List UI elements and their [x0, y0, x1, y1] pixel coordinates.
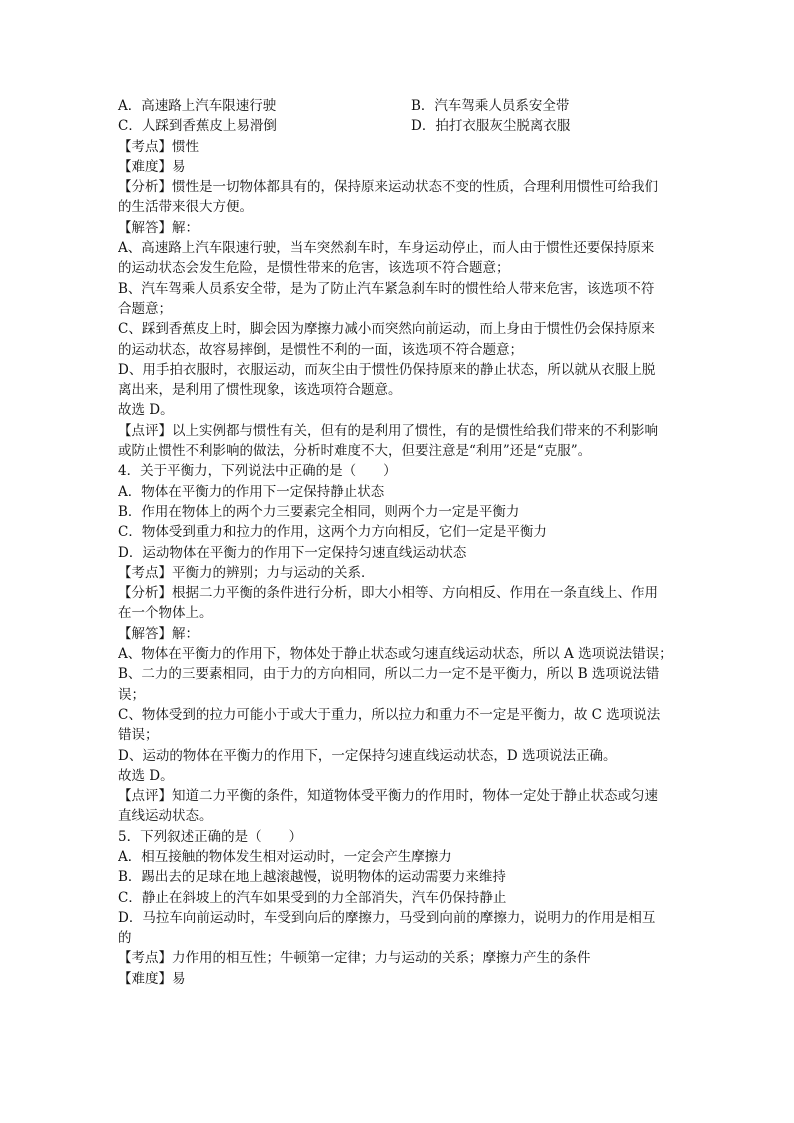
q3-answer-a-line-1: A、高速路上汽车限速行驶，当车突然刹车时，车身运动停止，而人由于惯性还要保持原来 — [118, 240, 655, 257]
q5-nandu: 【难度】易 — [118, 970, 186, 987]
q3-answer-b-line-1: B、汽车驾乘人员系安全带，是为了防止汽车紧急刹车时的惯性给人带来危害，该选项不符 — [118, 280, 655, 297]
q3-guxuan: 故选 D。 — [118, 402, 174, 419]
q5-option-d-line-1: D．马拉车向前运动时，车受到向后的摩擦力，马受到向前的摩擦力，说明力的作用是相互 — [118, 909, 656, 926]
q4-jieda: 【解答】解： — [118, 625, 199, 642]
q3-option-d: D．拍打衣服灰尘脱离衣服 — [411, 118, 571, 135]
q4-option-b: B．作用在物体上的两个力三要素完全相同，则两个力一定是平衡力 — [118, 503, 520, 520]
q3-dianping-line-1: 【点评】以上实例都与惯性有关，但有的是利用了惯性，有的是惯性给我们带来的不利影响 — [118, 422, 658, 439]
q3-nandu: 【难度】易 — [118, 158, 186, 175]
q4-option-a: A．物体在平衡力的作用下一定保持静止状态 — [118, 483, 385, 500]
q4-fenxi-line-2: 在一个物体上。 — [118, 605, 213, 622]
q3-answer-c-line-1: C、踩到香蕉皮上时，脚会因为摩擦力减小而突然向前运动，而上身由于惯性仍会保持原来 — [118, 321, 655, 338]
q4-answer-c-line-2: 错误； — [118, 727, 159, 744]
q5-option-c: C．静止在斜坡上的汽车如果受到的力全部消失，汽车仍保持静止 — [118, 889, 507, 906]
q3-option-b: B．汽车驾乘人员系安全带 — [411, 98, 570, 114]
q3-options-row-2 — [118, 116, 678, 136]
q4-answer-b-line-1: B、二力的三要素相同，由于力的方向相同，所以二力一定不是平衡力，所以 B 选项说法错 — [118, 666, 660, 683]
q3-jieda: 【解答】解： — [118, 219, 199, 236]
q4-answer-a-line-1: A、物体在平衡力的作用下，物体处于静止状态或匀速直线运动状态，所以 A 选项说法错误； — [118, 646, 673, 663]
q3-option-a: A．高速路上汽车限速行驶 — [118, 98, 277, 114]
q4-stem: 4．关于平衡力，下列说法中正确的是（ ） — [118, 463, 397, 480]
q3-options-row-1 — [118, 96, 678, 116]
q3-fenxi-line-1: 【分析】惯性是一切物体都具有的，保持原来运动状态不变的性质，合理利用惯性可给我们 — [118, 179, 658, 196]
q4-dianping-line-2: 直线运动状态。 — [118, 808, 213, 825]
q3-option-c: C．人踩到香蕉皮上易滑倒 — [118, 118, 277, 135]
q4-dianping-line-1: 【点评】知道二力平衡的条件，知道物体受平衡力的作用时，物体一定处于静止状态或匀速 — [118, 788, 658, 805]
q3-answer-d-line-1: D、用手拍衣服时，衣服运动，而灰尘由于惯性仍保持原来的静止状态，所以就从衣服上脱 — [118, 361, 656, 378]
q3-answer-a-line-2: 的运动状态会发生危险，是惯性带来的危害，该选项不符合题意； — [118, 260, 510, 277]
q3-dianping-line-2: 或防止惯性不利影响的做法，分析时难度不大，但要注意是“利用”还是“克服”。 — [118, 443, 592, 460]
q3-answer-d-line-2: 离出来，是利用了惯性现象，该选项符合题意。 — [118, 382, 402, 399]
q3-answer-c-line-2: 的运动状态，故容易摔倒，是惯性不利的一面，该选项不符合题意； — [118, 341, 523, 358]
q4-kaodian: 【考点】平衡力的辨别；力与运动的关系． — [118, 564, 375, 581]
q4-answer-d-line-1: D、运动的物体在平衡力的作用下，一定保持匀速直线运动状态，D 选项说法正确。 — [118, 747, 617, 764]
q4-fenxi-line-1: 【分析】根据二力平衡的条件进行分析，即大小相等、方向相反、作用在一条直线上、作用 — [118, 585, 658, 602]
q4-answer-b-line-2: 误； — [118, 686, 145, 703]
q5-option-a: A．相互接触的物体发生相对运动时，一定会产生摩擦力 — [118, 848, 452, 865]
q3-answer-b-line-2: 合题意； — [118, 300, 172, 317]
q4-answer-c-line-1: C、物体受到的拉力可能小于或大于重力，所以拉力和重力不一定是平衡力，故 C 选项说法 — [118, 706, 661, 723]
q5-kaodian: 【考点】力作用的相互性；牛顿第一定律；力与运动的关系；摩擦力产生的条件 — [118, 950, 591, 967]
q5-option-d-line-2: 的 — [118, 930, 132, 947]
document-page — [118, 96, 678, 989]
q3-fenxi-line-2: 的生活带来很大方便。 — [118, 199, 253, 216]
q4-option-c: C．物体受到重力和拉力的作用，这两个力方向相反，它们一定是平衡力 — [118, 524, 547, 541]
q5-option-b: B．踢出去的足球在地上越滚越慢，说明物体的运动需要力来维持 — [118, 869, 506, 886]
q4-option-d: D．运动物体在平衡力的作用下一定保持匀速直线运动状态 — [118, 544, 467, 561]
q4-guxuan: 故选 D。 — [118, 767, 174, 784]
q5-stem: 5．下列叙述正确的是（ ） — [118, 828, 303, 845]
q3-kaodian: 【考点】惯性 — [118, 138, 199, 155]
